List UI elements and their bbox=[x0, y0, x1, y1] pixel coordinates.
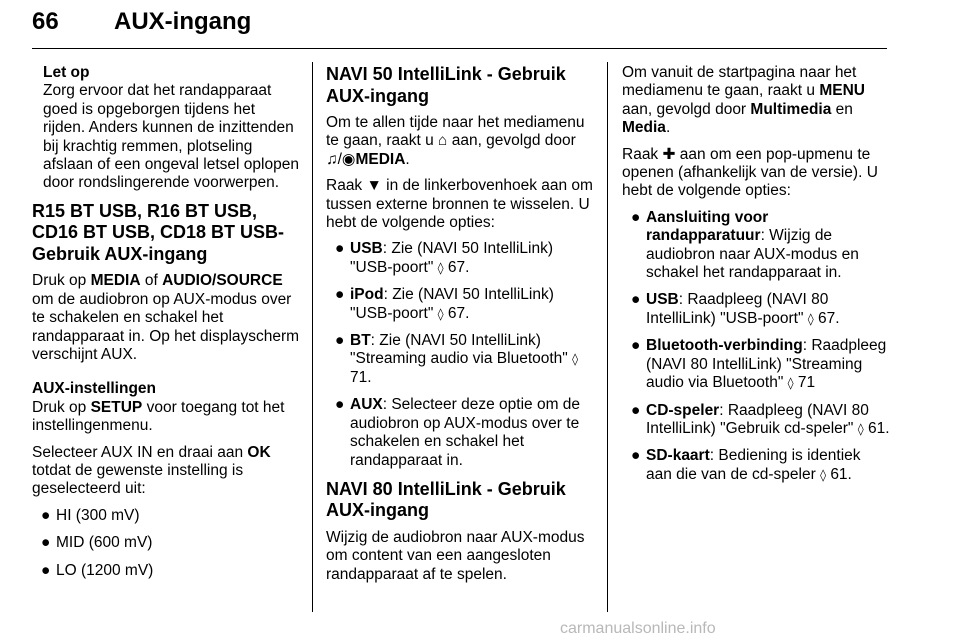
page-ref: 61. bbox=[830, 465, 852, 483]
paragraph-navi80: Wijzig de audiobron naar AUX-modus om content van een aangesloten randapparaat af te spelen. bbox=[326, 528, 585, 583]
page-ref-icon: ◊ bbox=[437, 260, 444, 275]
navi80-option-list bbox=[622, 209, 890, 484]
home-icon: ⌂ bbox=[438, 132, 448, 150]
option-text: : Zie (NAVI 50 IntelliLink) "USB-poort" bbox=[350, 286, 554, 322]
option-text: : Bediening is identiek aan die van de cd-speler bbox=[646, 447, 861, 483]
option-text: : Zie (NAVI 50 IntelliLink) "Streaming audio via Bluetooth" bbox=[350, 332, 573, 368]
option-label: CD-speler bbox=[646, 401, 720, 419]
watermark: carmanualsonline.info bbox=[560, 620, 716, 637]
list-item bbox=[326, 240, 596, 277]
menu-key: MENU bbox=[819, 82, 865, 100]
page-ref: 71. bbox=[350, 368, 372, 386]
text: voor toegang tot het instellingenmenu. bbox=[32, 398, 285, 435]
plus-icon: ✚ bbox=[662, 145, 676, 163]
page-ref-icon: ◊ bbox=[857, 421, 864, 436]
text: Raak bbox=[326, 177, 367, 195]
list-item bbox=[32, 562, 300, 580]
text: om de audiobron op AUX-modus over te schakelen en schakel het randapparaat in. Op het displayscherm verschijnt AUX. bbox=[32, 290, 300, 363]
page-ref: 61. bbox=[867, 419, 890, 437]
paragraph-popup bbox=[622, 146, 890, 201]
column-divider-left bbox=[312, 62, 313, 612]
bullet-icon: ● bbox=[41, 534, 51, 552]
bullet-icon: ● bbox=[41, 506, 51, 524]
page-ref-icon: ◊ bbox=[820, 467, 826, 482]
page-ref: 67. bbox=[818, 309, 840, 327]
page-ref: 67. bbox=[447, 258, 470, 276]
text: in de linkerbovenhoek aan om tussen externe bronnen te wisselen. U hebt de volgende opties: bbox=[326, 177, 593, 232]
list-item-text: HI (300 mV) bbox=[56, 506, 140, 524]
text: . bbox=[405, 150, 410, 168]
heading-navi50: NAVI 50 IntelliLink - Gebruik AUX-ingang bbox=[326, 64, 566, 106]
text: . bbox=[665, 119, 671, 137]
bullet-icon: ● bbox=[335, 240, 345, 258]
text: Druk op bbox=[32, 398, 91, 416]
text: aan om een pop-upmenu te openen (afhankelijk van de versie). U hebt de volgende opties: bbox=[622, 145, 878, 200]
ok-key: OK bbox=[247, 443, 271, 461]
media-label: Media bbox=[622, 119, 666, 137]
page-ref-icon: ◊ bbox=[787, 376, 794, 391]
option-label: USB bbox=[646, 291, 679, 309]
bullet-icon: ● bbox=[631, 208, 641, 226]
option-text: : Raadpleeg (NAVI 80 IntelliLink) "Streaming audio via Bluetooth" bbox=[646, 337, 887, 392]
page-number: 66 bbox=[32, 8, 59, 35]
media-label: MEDIA bbox=[355, 150, 406, 168]
page-ref: 71 bbox=[797, 374, 816, 392]
list-item bbox=[32, 534, 300, 552]
aux-settings-title: AUX-instellingen bbox=[32, 380, 157, 398]
header-rule bbox=[32, 48, 887, 49]
media-icon: ♫/◉ bbox=[326, 150, 356, 168]
list-item-text: LO (1200 mV) bbox=[56, 561, 154, 579]
text: Selecteer AUX IN en draai aan bbox=[32, 443, 248, 461]
paragraph-mediamenu bbox=[326, 114, 596, 169]
page-header bbox=[32, 4, 887, 46]
list-item bbox=[326, 396, 596, 470]
text: en bbox=[831, 100, 853, 118]
bullet-icon: ● bbox=[631, 337, 641, 355]
text: aan, gevolgd door bbox=[447, 132, 576, 150]
option-label: iPod bbox=[350, 286, 384, 304]
option-label: AUX bbox=[350, 396, 383, 414]
paragraph-startpage bbox=[622, 64, 890, 138]
list-item bbox=[32, 507, 300, 525]
paragraph-media-source bbox=[32, 272, 300, 364]
option-text: : Raadpleeg (NAVI 80 IntelliLink) "Gebruik cd-speler" bbox=[646, 401, 869, 437]
paragraph-sources bbox=[326, 177, 596, 232]
text: Om vanuit de startpagina naar het mediamenu te gaan, raakt u bbox=[622, 64, 857, 100]
list-item bbox=[326, 286, 596, 323]
note-body: Zorg ervoor dat het randapparaat goed is opgeborgen tijdens het rijden. Anders kunnen de inzittenden bij krachtig remmen, plotseling afslaan of een ongeval letsel oplopen door rondslingerende voorwerpen. bbox=[43, 82, 299, 192]
bullet-icon: ● bbox=[631, 401, 641, 419]
heading-navi80: NAVI 80 IntelliLink - Gebruik AUX-ingang bbox=[326, 478, 566, 521]
text: aan, gevolgd door bbox=[622, 100, 751, 118]
text: totdat de gewenste instelling is geselecteerd uit: bbox=[32, 462, 244, 498]
option-label: BT bbox=[350, 332, 371, 350]
media-key: MEDIA bbox=[90, 272, 141, 290]
caution-note bbox=[43, 64, 300, 193]
option-label: USB bbox=[350, 240, 383, 258]
audio-source-key: AUDIO/SOURCE bbox=[162, 272, 283, 290]
text: Raak bbox=[622, 145, 663, 163]
option-text: : Wijzig de audiobron naar AUX-modus en schakel het randapparaat in. bbox=[646, 227, 859, 282]
bullet-icon: ● bbox=[631, 447, 641, 465]
multimedia-label: Multimedia bbox=[750, 100, 832, 118]
option-label: Aansluiting voor randapparatuur bbox=[646, 208, 769, 245]
bullet-icon: ● bbox=[335, 286, 345, 304]
option-label: Bluetooth-verbinding bbox=[646, 337, 803, 355]
list-item bbox=[326, 332, 596, 387]
option-label: SD-kaart bbox=[646, 447, 710, 465]
list-item bbox=[622, 337, 890, 392]
triangle-down-icon: ▼ bbox=[366, 177, 382, 195]
option-text: : Zie (NAVI 50 IntelliLink) "USB-poort" bbox=[350, 240, 554, 276]
note-title: Let op bbox=[43, 64, 90, 81]
list-item bbox=[622, 447, 890, 484]
list-item bbox=[622, 402, 890, 439]
paragraph-select-aux bbox=[32, 444, 300, 499]
page-ref-icon: ◊ bbox=[437, 306, 444, 321]
bullet-icon: ● bbox=[631, 291, 641, 309]
list-item bbox=[622, 291, 890, 328]
navi50-option-list bbox=[326, 240, 596, 469]
column-3 bbox=[622, 64, 890, 493]
paragraph-setup bbox=[32, 399, 300, 436]
bullet-icon: ● bbox=[335, 332, 345, 350]
column-divider-right bbox=[607, 62, 608, 612]
text: Druk op bbox=[32, 272, 91, 290]
page-title: AUX-ingang bbox=[114, 8, 252, 35]
page-ref-icon: ◊ bbox=[572, 352, 579, 367]
text: Om te allen tijde naar het mediamenu te gaan, raakt u bbox=[326, 114, 585, 150]
page-ref: 67. bbox=[447, 304, 470, 322]
text: of bbox=[140, 272, 163, 290]
bullet-icon: ● bbox=[41, 561, 51, 579]
list-item bbox=[622, 209, 890, 283]
page-ref-icon: ◊ bbox=[807, 311, 814, 326]
column-2 bbox=[326, 64, 596, 592]
list-item-text: MID (600 mV) bbox=[56, 534, 153, 552]
option-text: : Selecteer deze optie om de audiobron op AUX-modus over te schakelen en schakel het randapparaat in. bbox=[350, 396, 581, 469]
bullet-icon: ● bbox=[335, 396, 345, 414]
column-1 bbox=[32, 64, 300, 589]
option-text: : Raadpleeg (NAVI 80 IntelliLink) "USB-poort" bbox=[646, 291, 829, 327]
aux-level-list bbox=[32, 507, 300, 580]
setup-key: SETUP bbox=[90, 398, 143, 416]
heading-r15: R15 BT USB, R16 BT USB, CD16 BT USB, CD18 BT USB-Gebruik AUX-ingang bbox=[32, 200, 285, 264]
